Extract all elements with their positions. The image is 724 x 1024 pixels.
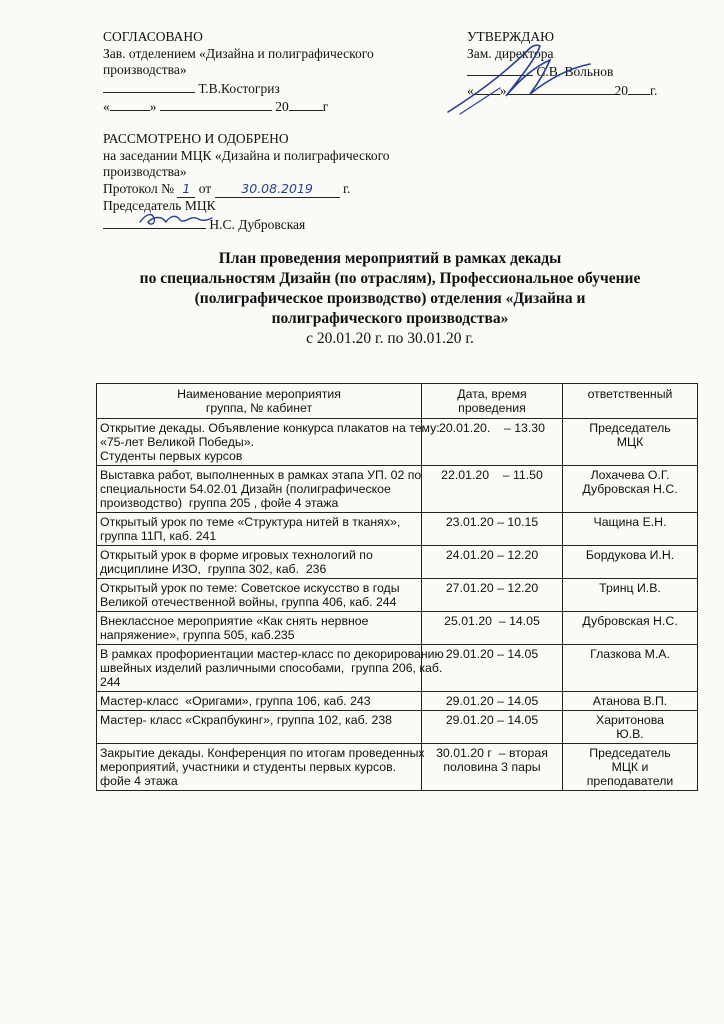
event-cell [97, 711, 422, 744]
responsible-cell [563, 579, 698, 612]
approved-heading: УТВЕРЖДАЮ [467, 29, 555, 44]
protocol-line [103, 181, 443, 199]
event-cell-line: фойе 4 этажа [100, 774, 178, 788]
table-row [97, 466, 698, 513]
event-cell-line: В рамках профориентации мастер-класс по декорированию [100, 647, 444, 661]
agreed-date-line [103, 97, 433, 116]
event-cell-line: Открытый урок по теме «Структура нитей в тканях», [100, 515, 401, 529]
responsible-cell-line: Председатель [589, 421, 671, 435]
date-cell-line: 23.01.20 – 10.15 [445, 515, 539, 529]
event-cell-line: дисциплине ИЗО, группа 302, каб. 236 [100, 562, 327, 576]
table-header-row [97, 384, 698, 419]
year-suffix: г. [650, 82, 658, 98]
event-cell [97, 579, 422, 612]
protocol-year-suffix: г. [342, 180, 351, 196]
agreed-line-1: Зав. отделением «Дизайна и полиграфического [103, 45, 374, 61]
table-row [97, 546, 698, 579]
reviewed-heading: РАССМОТРЕНО И ОДОБРЕНО [103, 131, 289, 146]
agreed-sign-name: Т.В.Костогриз [198, 80, 280, 96]
agreed-line-2: производства» [103, 62, 187, 77]
event-cell-line: специальности 54.02.01 Дизайн (полиграфическое [100, 482, 391, 496]
day-blank [110, 97, 150, 111]
responsible-cell [563, 466, 698, 513]
date-cell [422, 711, 563, 744]
table-row [97, 744, 698, 791]
agreed-heading: СОГЛАСОВАНО [103, 29, 203, 44]
title-line-4: полиграфического производства» [271, 310, 509, 327]
date-cell [422, 579, 563, 612]
reviewed-line-1: на заседании МЦК «Дизайна и полиграфического [103, 147, 390, 163]
responsible-cell-line: Дубровская Н.С. [582, 614, 678, 628]
date-quote-open: « [103, 99, 110, 114]
chair-label: Председатель МЦК [103, 198, 216, 213]
table-row [97, 645, 698, 692]
title-line-3: (полиграфическое производство) отделения «Дизайна и [194, 290, 586, 307]
event-cell-line: Мастер-класс «Оригами», группа 106, каб. 243 [100, 694, 371, 708]
chair-signature [136, 206, 216, 232]
responsible-cell-line: Чащина Е.Н. [593, 515, 667, 529]
event-cell-line: Мастер- класс «Скрапбукинг», группа 102, каб. 238 [100, 713, 392, 727]
chair-name: Н.С. Дубровская [209, 216, 306, 232]
director-signature [440, 38, 600, 118]
reviewed-line-2: производства» [103, 164, 187, 179]
header-event [97, 384, 422, 419]
date-quote-close: » [149, 99, 157, 114]
year-blank [628, 81, 650, 95]
responsible-cell-line: Тринц И.В. [599, 581, 661, 595]
responsible-cell-line: Харитонова [596, 713, 664, 727]
responsible-cell-line: Ю.В. [616, 727, 644, 741]
header-responsible: ответственный [563, 384, 698, 419]
event-cell-line: Закрытие декады. Конференция по итогам проведенных [100, 746, 425, 760]
table-row [97, 711, 698, 744]
document-title [60, 249, 720, 349]
header-event-line-2: группа, № кабинет [205, 401, 313, 415]
event-cell [97, 645, 444, 692]
table-body [97, 419, 698, 791]
responsible-cell-line: Атанова В.П. [592, 694, 668, 708]
date-quote-close: » [499, 82, 507, 98]
event-cell-line: Открытие декады. Объявление конкурса плакатов на тему: [100, 421, 440, 435]
date-cell [422, 513, 563, 546]
header-date [422, 384, 563, 419]
responsible-cell [563, 711, 698, 744]
date-cell [422, 612, 563, 645]
responsible-cell-line: Лохачева О.Г. [590, 468, 670, 482]
header-date-line-1: Дата, время [457, 387, 527, 401]
events-table [96, 383, 698, 791]
date-cell-line: 22.01.20 – 11.50 [441, 468, 543, 482]
date-cell-line: половина 3 пары [443, 760, 541, 774]
year-prefix: 20 [275, 99, 289, 114]
event-cell-line: Внеклассное мероприятие «Как снять нервное [100, 614, 369, 628]
year-blank [289, 97, 323, 111]
protocol-from-label: от [198, 180, 212, 196]
date-cell-line: 27.01.20 – 12.20 [445, 581, 539, 595]
responsible-cell-line: Председатель [589, 746, 671, 760]
event-cell-line: Студенты первых курсов [100, 449, 243, 463]
responsible-cell [563, 744, 698, 791]
protocol-label: Протокол № [103, 180, 174, 196]
event-cell-line: «75-лет Великой Победы». [100, 435, 255, 449]
year-prefix: 20 [614, 82, 628, 98]
event-cell [97, 419, 440, 466]
event-cell-line: мероприятий, участники и студенты первых курсов. [100, 760, 397, 774]
event-cell-line: напряжение», группа 505, каб.235 [100, 628, 295, 642]
responsible-cell-line: Дубровская Н.С. [582, 482, 678, 496]
responsible-cell [563, 419, 698, 466]
event-cell [97, 692, 422, 711]
responsible-cell-line: Бордукова И.Н. [585, 548, 675, 562]
date-cell-line: 29.01.20 – 14.05 [445, 647, 539, 661]
table-row [97, 612, 698, 645]
event-cell [97, 466, 422, 513]
date-cell-line: 29.01.20 – 14.05 [445, 713, 539, 727]
year-suffix: г [322, 99, 329, 114]
table-row [97, 692, 698, 711]
date-cell [422, 692, 563, 711]
header-date-line-2: проведения [458, 401, 526, 415]
month-blank [160, 97, 272, 111]
responsible-cell [563, 645, 698, 692]
responsible-cell-line: Глазкова М.А. [590, 647, 670, 661]
event-cell-line: производство) группа 205 , фойе 4 этажа [100, 496, 339, 510]
protocol-date: 30.08.2019 [241, 180, 313, 196]
title-line-1: План проведения мероприятий в рамках декады [218, 250, 562, 267]
title-line-2: по специальностям Дизайн (по отраслям), Профессиональное обучение [139, 270, 641, 287]
event-cell-line: группа 11П, каб. 241 [100, 529, 217, 543]
responsible-cell [563, 692, 698, 711]
date-cell-line: 24.01.20 – 12.20 [445, 548, 539, 562]
agreed-block [103, 29, 433, 116]
date-cell-line: 25.01.20 – 14.05 [444, 614, 540, 628]
event-cell-line: Великой отечественной войны, группа 406, каб. 244 [100, 595, 397, 609]
table-row [97, 513, 698, 546]
event-cell-line: Выставка работ, выполненных в рамках этапа УП. 02 по [100, 468, 422, 482]
table-row [97, 419, 698, 466]
event-cell-line: Открытый урок по теме: Советское искусство в годы [100, 581, 400, 595]
signature-blank [103, 79, 195, 93]
responsible-cell [563, 513, 698, 546]
protocol-number: 1 [182, 180, 191, 196]
event-cell [97, 744, 425, 791]
event-cell-line: 244 [100, 675, 121, 689]
responsible-cell-line: преподаватели [586, 774, 674, 788]
date-cell-line: 20.01.20. – 13.30 [439, 421, 545, 435]
date-cell [422, 466, 563, 513]
event-cell [97, 546, 422, 579]
header-event-line-1: Наименование мероприятия [177, 387, 341, 401]
table-row [97, 579, 698, 612]
title-dates: с 20.01.20 г. по 30.01.20 г. [306, 330, 474, 347]
event-cell-line: Открытый урок в форме игровых технологий по [100, 548, 373, 562]
approved-position: Зам. директора [467, 45, 554, 61]
responsible-cell-line: МЦК и [611, 760, 649, 774]
responsible-cell [563, 612, 698, 645]
event-cell-line: швейных изделий различными способами, группа 206, каб. [100, 661, 443, 675]
agreed-sign-line [103, 79, 433, 98]
date-cell [422, 546, 563, 579]
responsible-cell [563, 546, 698, 579]
date-quote-open: « [467, 82, 474, 98]
date-cell-line: 30.01.20 г – вторая [436, 746, 548, 760]
date-cell-line: 29.01.20 – 14.05 [445, 694, 539, 708]
event-cell [97, 513, 422, 546]
responsible-cell-line: МЦК [616, 435, 644, 449]
approved-sign-name: С.В. Вольнов [536, 64, 614, 79]
date-cell [422, 419, 563, 466]
date-cell [422, 744, 563, 791]
event-cell [97, 612, 422, 645]
